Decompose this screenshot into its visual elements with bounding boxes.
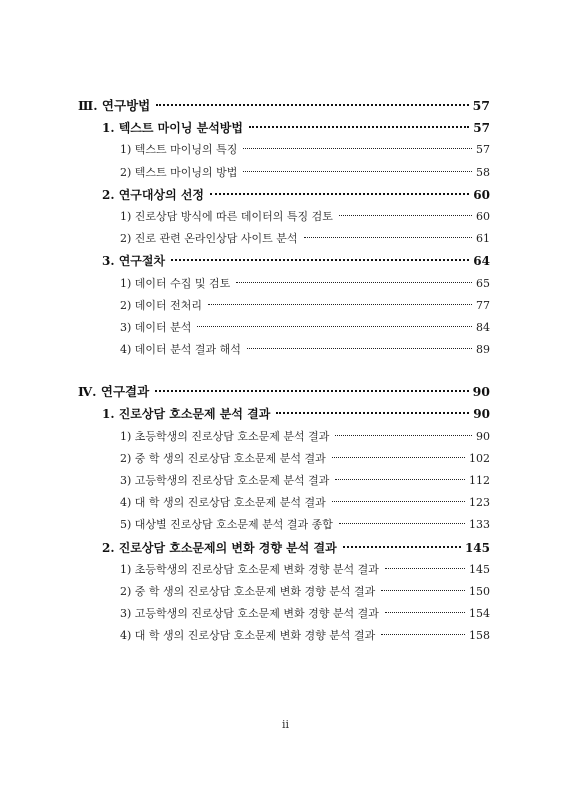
toc-page-number: 90 <box>473 407 490 422</box>
toc-page-number: 57 <box>472 98 490 113</box>
toc-item-entry[interactable] <box>78 206 490 228</box>
toc-page-number: 77 <box>476 298 490 312</box>
toc-item-entry[interactable] <box>78 426 490 448</box>
toc-item-entry[interactable] <box>78 339 490 361</box>
toc-item-entry[interactable] <box>78 559 490 581</box>
toc-page-number: 112 <box>469 474 490 487</box>
toc-subsection-entry[interactable] <box>78 117 490 139</box>
table-of-contents <box>78 95 490 648</box>
dot-leader <box>385 568 465 569</box>
toc-item-title: 3) 고등학생의 진로상담 호소문제 변화 경향 분석 결과 <box>120 607 379 621</box>
toc-item-entry[interactable] <box>78 162 490 184</box>
toc-item-entry[interactable] <box>78 295 490 317</box>
dot-leader <box>381 634 465 635</box>
toc-item-title: 3) 고등학생의 진로상담 호소문제 분석 결과 <box>120 474 330 487</box>
toc-page-number: 64 <box>473 254 490 269</box>
toc-item-entry[interactable] <box>78 317 490 339</box>
toc-item-title: 1) 초등학생의 진로상담 호소문제 변화 경향 분석 결과 <box>120 562 379 576</box>
dot-leader <box>335 435 472 436</box>
toc-page-number: 84 <box>476 320 490 334</box>
toc-subsection-title: 2. 진로상담 호소문제의 변화 경향 분석 결과 <box>102 540 337 555</box>
toc-item-title: 4) 데이터 분석 결과 해석 <box>120 343 241 357</box>
toc-page-number: 154 <box>469 607 490 621</box>
dot-leader <box>276 412 469 414</box>
dot-leader <box>208 304 472 305</box>
toc-item-title: 2) 진로 관련 온라인상담 사이트 분석 <box>120 232 298 246</box>
toc-item-title: 4) 대 학 생의 진로상담 호소문제 분석 결과 <box>120 496 326 510</box>
toc-item-title: 1) 진로상담 방식에 따른 데이터의 특징 검토 <box>120 209 333 223</box>
dot-leader <box>335 479 465 480</box>
toc-subsection-title: 2. 연구대상의 선정 <box>102 187 205 202</box>
toc-item-title: 2) 텍스트 마이닝의 방법 <box>120 165 238 179</box>
toc-subsection-entry[interactable] <box>78 537 490 559</box>
dot-leader <box>339 523 465 524</box>
toc-page-number: 158 <box>469 629 490 643</box>
dot-leader <box>247 348 472 349</box>
toc-subsection-title: 3. 연구절차 <box>102 254 166 269</box>
toc-item-title: 3) 데이터 분석 <box>120 320 192 334</box>
dot-leader <box>236 282 472 283</box>
toc-page-number: 90 <box>476 429 490 443</box>
toc-page-number: 90 <box>472 384 490 400</box>
toc-item-title: 1) 데이터 수집 및 검토 <box>120 276 231 290</box>
toc-section-entry[interactable] <box>78 95 490 117</box>
toc-page-number: 150 <box>469 584 490 598</box>
toc-page-number: 102 <box>469 451 490 465</box>
toc-section-title: Ⅲ. 연구방법 <box>78 98 151 113</box>
toc-page-number: 133 <box>469 518 490 532</box>
dot-leader <box>156 104 468 106</box>
toc-section-entry[interactable] <box>78 381 490 403</box>
dot-leader <box>243 148 472 149</box>
dot-leader <box>197 326 472 327</box>
dot-leader <box>304 237 472 238</box>
dot-leader <box>243 171 472 172</box>
toc-page-number: 58 <box>476 165 490 179</box>
toc-item-entry[interactable] <box>78 448 490 470</box>
toc-item-title: 4) 대 학 생의 진로상담 호소문제 변화 경향 분석 결과 <box>120 629 376 643</box>
toc-item-entry[interactable] <box>78 470 490 492</box>
dot-leader <box>332 457 465 458</box>
toc-page-number: 57 <box>476 143 490 157</box>
toc-item-title: 5) 대상별 진로상담 호소문제 분석 결과 종합 <box>120 518 333 532</box>
toc-item-title: 2) 데이터 전처리 <box>120 298 203 312</box>
toc-item-entry[interactable] <box>78 139 490 161</box>
toc-subsection-title: 1. 텍스트 마이닝 분석방법 <box>102 121 243 136</box>
toc-item-entry[interactable] <box>78 228 490 250</box>
dot-leader <box>381 590 465 591</box>
toc-item-title: 1) 초등학생의 진로상담 호소문제 분석 결과 <box>120 429 330 443</box>
toc-page-number: 145 <box>469 562 490 576</box>
toc-page-number: 145 <box>464 540 490 555</box>
toc-page-number: 123 <box>469 496 490 510</box>
toc-item-entry[interactable] <box>78 581 490 603</box>
toc-page-number: 65 <box>476 276 490 290</box>
dot-leader <box>385 612 465 613</box>
dot-leader <box>339 215 472 216</box>
toc-item-entry[interactable] <box>78 603 490 625</box>
toc-subsection-title: 1. 진로상담 호소문제 분석 결과 <box>102 407 271 422</box>
toc-page-number: 57 <box>473 121 490 136</box>
toc-item-entry[interactable] <box>78 514 490 536</box>
toc-subsection-entry[interactable] <box>78 403 490 425</box>
toc-item-entry[interactable] <box>78 273 490 295</box>
dot-leader <box>171 259 469 261</box>
toc-item-entry[interactable] <box>78 625 490 647</box>
dot-leader <box>155 390 468 392</box>
toc-page-number: 61 <box>476 232 490 246</box>
toc-subsection-entry[interactable] <box>78 250 490 272</box>
dot-leader <box>343 546 461 548</box>
toc-subsection-entry[interactable] <box>78 184 490 206</box>
toc-page-number: 60 <box>476 209 490 223</box>
toc-item-title: 1) 텍스트 마이닝의 특징 <box>120 143 238 157</box>
dot-leader <box>210 193 469 195</box>
toc-page-number: 89 <box>476 343 490 357</box>
toc-item-entry[interactable] <box>78 492 490 514</box>
dot-leader <box>249 126 469 128</box>
dot-leader <box>332 501 465 502</box>
toc-page-number: 60 <box>473 187 490 202</box>
section-spacer <box>78 361 490 381</box>
toc-item-title: 2) 중 학 생의 진로상담 호소문제 분석 결과 <box>120 451 326 465</box>
toc-section-title: Ⅳ. 연구결과 <box>78 384 150 400</box>
toc-item-title: 2) 중 학 생의 진로상담 호소문제 변화 경향 분석 결과 <box>120 584 376 598</box>
footer-page-number: ii <box>281 718 290 731</box>
